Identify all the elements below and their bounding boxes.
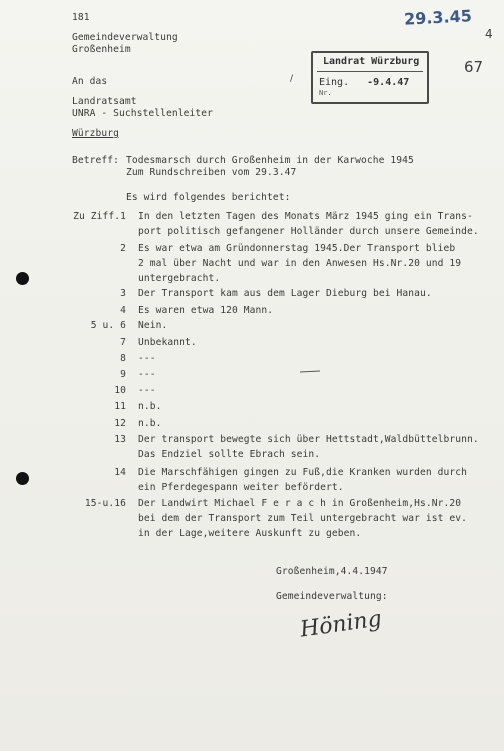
subject-line-1: Todesmarsch durch Großenheim in der Karwoche 1945 [126,155,414,166]
item-text-line: Es waren etwa 120 Mann. [138,305,274,316]
received-stamp [311,51,429,104]
item-text-line: Nein. [138,320,168,331]
recipient-prefix: An das [72,76,108,87]
stamp-date: -9.4.47 [367,77,410,88]
page-number: 67 [464,58,484,76]
recipient-line-2: UNRA - Suchstellenleiter [72,108,214,119]
item-text-line: --- [138,369,156,380]
intro-line: Es wird folgendes berichtet: [126,192,291,203]
item-number: 15-u.16 [84,498,126,509]
item-text-line: n.b. [138,418,162,429]
item-number: 8 [120,353,126,364]
punch-hole-upper [16,272,29,285]
item-text-line: 2 mal über Nacht und war in den Anwesen Hs.Nr.20 und 19 [138,258,462,269]
item-text-line: in der Lage,weitere Auskunft zu geben. [138,528,362,539]
doc-number: 181 [72,12,90,23]
signature: Höning [298,606,384,643]
item-text-line: Der Landwirt Michael F e r a c h in Großenheim,Hs.Nr.20 [138,498,462,509]
item-number: 9 [120,369,126,380]
item-text-line: Unbekannt. [138,337,197,348]
recipient-line-1: Landratsamt [72,96,137,107]
sender-line-2: Großenheim [72,44,131,55]
stamp-divider [317,71,423,72]
item-text-line: In den letzten Tagen des Monats März 1945 ging ein Trans- [138,211,473,222]
handwritten-date: 29.3.45 [403,6,473,29]
stroke-mark [300,370,320,372]
item-number: 11 [114,401,126,412]
item-text-line: Es war etwa am Gründonnerstag 1945.Der Transport blieb [138,243,456,254]
item-text-line: bei dem der Transport zum Teil untergebracht war ist ev. [138,513,468,524]
item-text-line: Das Endziel sollte Ebrach sein. [138,449,321,460]
item-number: 2 [120,243,126,254]
item-text-line: ein Pferdegespann weiter befördert. [138,482,344,493]
stamp-date-row [319,77,409,88]
item-number: 14 [114,467,126,478]
item-text-line: Der transport bewegte sich über Hettstadt,Waldbüttelbrunn. [138,434,479,445]
stamp-title: Landrat Würzburg [323,56,420,67]
item-number: 12 [114,418,126,429]
item-number: 13 [114,434,126,445]
item-number: 7 [120,337,126,348]
place-date: Großenheim,4.4.1947 [276,566,388,577]
punch-hole-lower [16,472,29,485]
item-text-line: port politisch gefangener Holländer durch unsere Gemeinde. [138,226,479,237]
item-number: Zu Ziff.1 [73,211,126,222]
stamp-date-label: Eing. [319,77,350,88]
item-text-line: untergebracht. [138,273,221,284]
handwritten-mark: 4 [485,27,493,41]
subject-label: Betreff: [72,155,120,166]
item-text-line: Die Marschfähigen gingen zu Fuß,die Kranken wurden durch [138,467,468,478]
item-number: 4 [120,305,126,316]
stamp-sub: Nr. [319,89,332,97]
item-text-line: --- [138,353,156,364]
subject-line-2: Zum Rundschreiben vom 29.3.47 [126,167,297,178]
item-number: 10 [114,385,126,396]
tick-mark: / [290,74,294,84]
item-number: 5 u. 6 [90,320,126,331]
item-text-line: Der Transport kam aus dem Lager Dieburg bei Hanau. [138,288,432,299]
sender-line-1: Gemeindeverwaltung [72,32,178,43]
item-text-line: --- [138,385,156,396]
office-line: Gemeindeverwaltung: [276,591,388,602]
item-number: 3 [120,288,126,299]
item-text-line: n.b. [138,401,162,412]
recipient-city: Würzburg [72,128,120,139]
